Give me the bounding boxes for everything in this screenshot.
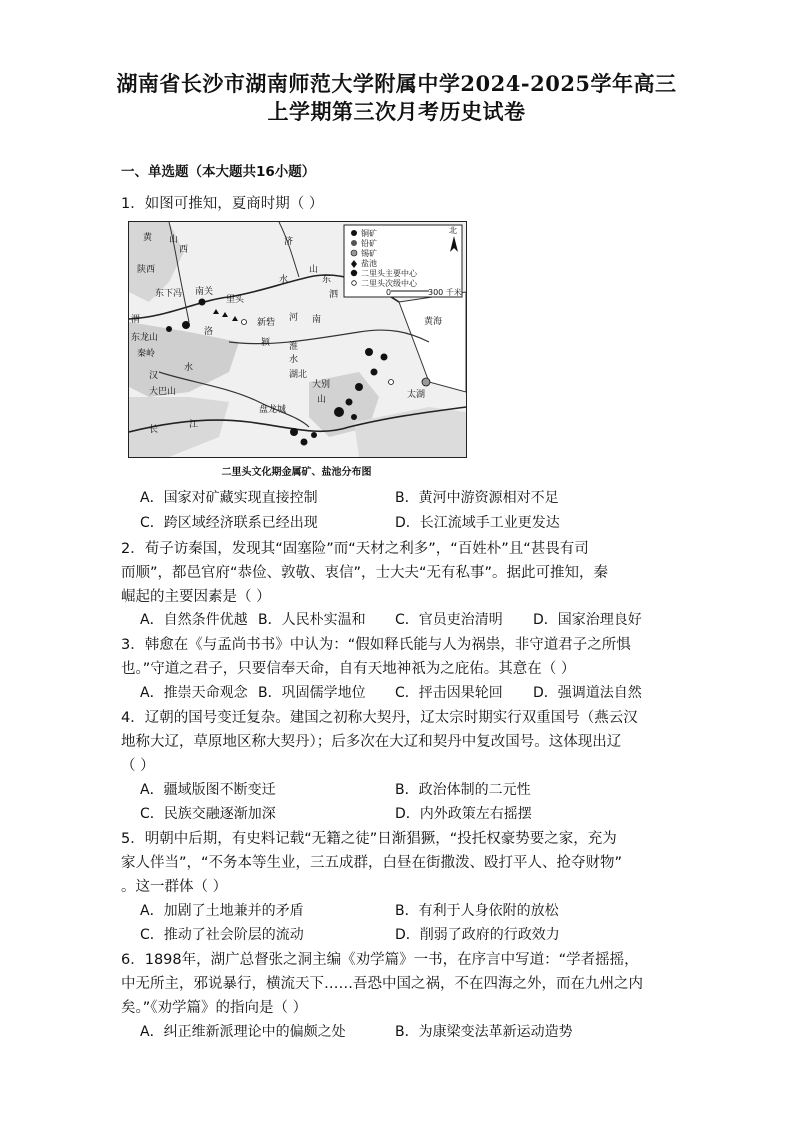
legend-main-center-symbol [351,270,357,276]
q2-option-b[interactable]: B．人民朴实温和 [258,612,366,628]
site-dot [346,399,353,406]
q6-option-a[interactable]: A．纠正维新派理论中的偏颇之处 [140,1024,346,1040]
question-4-line-1: 4．辽朝的国号变迁复杂。建国之初称大契丹，辽太宗时期实行双重国号（燕云汉 [121,710,638,726]
question-6-line-1: 6．1898年，湖广总督张之洞主编《劝学篇》一书，在序言中写道：“学者摇摇， [121,952,639,968]
map-label: 水 [184,363,194,373]
exam-title-line2: 上学期第三次月考历史试卷 [267,99,526,124]
question-5-line-2: 家人伴当”，“不务本等生业，三五成群，白昼在街撒泼、殴打平人、抢夺财物” [121,855,623,871]
map-label: 洛 [204,327,214,337]
question-3-line-1: 3．韩愈在《与孟尚书书》中认为：“假如释氏能与人为祸祟，非守道君子之所惧 [121,637,631,653]
site-dot [301,439,308,446]
map-svg [129,222,466,457]
site-dot [166,326,172,332]
legend-lead: 铅矿 [361,239,377,248]
scale-zero: 0 [386,288,392,297]
map-label: 济 [284,237,294,247]
question-1-stem: 1．如图可推知，夏商时期（ ） [121,196,324,212]
question-5-line-3: 。这一群体（ ） [121,879,228,895]
q5-option-a[interactable]: A．加剧了土地兼并的矛盾 [140,903,304,919]
q1-option-c[interactable]: C．跨区域经济联系已经出现 [140,515,318,531]
map-label: 山 [317,395,327,405]
q3-option-d[interactable]: D．强调道法自然 [533,685,642,701]
legend-salt: 盐池 [361,259,377,268]
map-label: 大巴山 [149,387,177,397]
map-label: 江 [189,420,199,430]
q4-option-a[interactable]: A．疆域版图不断变迁 [140,782,276,798]
map-label: 里头 [226,295,245,305]
q2-option-a[interactable]: A．自然条件优越 [140,612,248,628]
q3-option-a[interactable]: A．推崇天命观念 [140,685,248,701]
site-dot [311,432,317,438]
question-2-line-3: 崛起的主要因素是（ ） [121,589,271,605]
map-label: 南关 [195,287,214,297]
map-label: 新砦 [257,318,276,328]
question-2-line-2: 而顺”，都邑官府“恭俭、敦敬、衷信”，士大夫“无有私事”。据此可推知，秦 [121,565,609,581]
legend-lead-symbol [351,240,357,246]
map-caption: 二里头文化期金属矿、盐池分布图 [221,467,372,478]
map-label: 东龙山 [131,333,159,343]
map-label: 东 [322,275,332,285]
map-label: 颍 [261,338,271,348]
site-dot [355,383,363,391]
map-label: 黄 [143,233,153,243]
map-label: 山 [169,235,179,245]
site-dot [351,414,357,420]
q1-option-d[interactable]: D．长江流域手工业更发达 [395,515,560,531]
map-label: 渭 [131,315,141,325]
map-label: 汉 [149,371,159,381]
map-label: 湖北 [289,370,308,380]
section-heading: 一、单选题（本大题共16小题） [121,164,316,180]
map-label: 黄海 [424,317,443,327]
map-label: 河 [289,313,299,323]
site-dot [389,380,394,385]
q5-option-c[interactable]: C．推动了社会阶层的流动 [140,927,304,943]
question-2-line-1: 2．荀子访秦国，发现其“固塞险”而“天材之利多”，“百姓朴”且“甚畏有司 [121,541,589,557]
question-6-line-2: 中无所主，邪说暴行，横流天下……吾恐中国之祸，不在四海之外，而在九州之内 [121,976,643,992]
legend-copper-symbol [351,230,357,236]
map-label: 盘龙城 [259,405,287,415]
legend-copper: 铜矿 [361,229,377,238]
question-5-line-1: 5．明朝中后期，有史料记载“无籍之徒”日渐猖獗，“投托权豪势要之家，充为 [121,831,617,847]
site-dot [199,299,206,306]
q6-option-b[interactable]: B．为康梁变法革新运动造势 [395,1024,573,1040]
q4-option-b[interactable]: B．政治体制的二元性 [395,782,531,798]
map-label: 东下冯 [155,289,183,299]
site-dot [242,320,247,325]
map-label: 南 [312,315,322,325]
legend-tin-symbol [351,250,357,256]
map-figure [128,221,467,458]
legend-main-center: 二里头主要中心 [361,269,417,278]
legend-tin: 锡矿 [361,249,377,258]
map-label: 水 [289,355,299,365]
legend-secondary-center: 二里头次级中心 [361,279,417,288]
q1-option-b[interactable]: B．黄河中游资源相对不足 [395,490,559,506]
map-label: 秦岭 [137,349,156,359]
site-dot [422,378,430,386]
question-3-line-2: 也。”守道之君子，只要信奉天命，自有天地神祇为之庇佑。其意在（ ） [121,661,576,677]
site-dot [182,321,190,329]
q4-option-c[interactable]: C．民族交融逐渐加深 [140,806,276,822]
q2-option-d[interactable]: D．国家治理良好 [533,612,642,628]
q5-option-b[interactable]: B．有利于人身依附的放松 [395,903,559,919]
scale-300: 300 千米 [428,288,462,297]
map-label: 陕西 [137,265,156,275]
q5-option-d[interactable]: D．削弱了政府的行政效力 [395,927,560,943]
map-label: 淮 [289,342,299,352]
q1-option-a[interactable]: A．国家对矿藏实现直接控制 [140,490,318,506]
map-label: 西 [179,245,189,255]
question-4-line-2: 地称大辽，草原地区称大契丹）；后多次在大辽和契丹中复改国号。这体现出辽 [121,734,622,750]
q3-option-c[interactable]: C．抨击因果轮回 [395,685,503,701]
map-label: 泗 [329,290,339,300]
map-label: 长 [149,425,159,435]
site-dot [381,354,388,361]
question-6-line-3: 矣。”《劝学篇》的指向是（ ） [121,1000,308,1016]
site-dot [365,348,373,356]
site-dot [290,428,298,436]
legend-secondary-center-symbol [352,281,357,286]
q3-option-b[interactable]: B．巩固儒学地位 [258,685,366,701]
map-label: 太湖 [407,390,426,400]
map-label: 山 [309,265,319,275]
map-label: 大别 [312,380,331,390]
q4-option-d[interactable]: D．内外政策左右摇摆 [395,806,532,822]
question-4-line-3: （ ） [121,758,155,774]
q2-option-c[interactable]: C．官员吏治清明 [395,612,503,628]
site-dot [334,407,344,417]
exam-title-line1: 湖南省长沙市湖南师范大学附属中学2024-2025学年高三 [116,71,677,96]
map-label: 水 [279,275,289,285]
site-dot [371,369,378,376]
north-label: 北 [449,226,457,235]
